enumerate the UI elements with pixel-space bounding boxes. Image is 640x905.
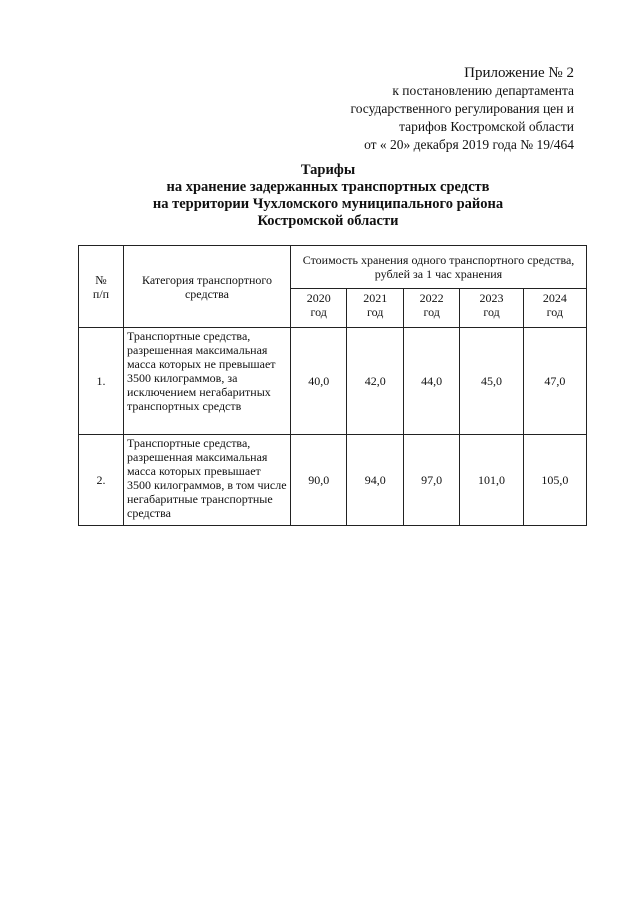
- row-number: 1.: [79, 328, 124, 435]
- header-category: Категория транспортного средства: [124, 246, 291, 328]
- header-cost: Стоимость хранения одного транспортного средства, рублей за 1 час хранения: [291, 246, 587, 289]
- table-header-row: [79, 246, 587, 289]
- header-year: 2023 год: [460, 289, 523, 328]
- title-line: на территории Чухломского муниципального района: [152, 196, 504, 212]
- title-line: Тарифы: [300, 162, 356, 178]
- document-title: [0, 162, 640, 230]
- row-value: 42,0: [347, 328, 403, 435]
- header-year: 2021 год: [347, 289, 403, 328]
- row-value: 97,0: [403, 435, 459, 526]
- row-category: Транспортные средства, разрешенная максимальная масса которых не превышает 3500 килограммов, за исключением негабаритных транспортных средств: [124, 328, 291, 435]
- appendix-number: Приложение № 2: [464, 65, 574, 81]
- appendix-date-line: от « 20» декабря 2019 года № 19/464: [364, 137, 574, 152]
- header-year: 2020 год: [291, 289, 347, 328]
- row-value: 90,0: [291, 435, 347, 526]
- header-number-label: №: [95, 272, 107, 287]
- row-value: 40,0: [291, 328, 347, 435]
- row-value: 47,0: [523, 328, 586, 435]
- appendix-line: к постановлению департамента: [392, 83, 574, 98]
- row-value: 101,0: [460, 435, 523, 526]
- row-value: 105,0: [523, 435, 586, 526]
- appendix-line: государственного регулирования цен и: [350, 101, 574, 116]
- row-value: 44,0: [403, 328, 459, 435]
- header-number-sublabel: п/п: [92, 286, 110, 301]
- title-line: Костромской области: [257, 213, 399, 229]
- row-value: 45,0: [460, 328, 523, 435]
- table-row: [79, 328, 587, 435]
- header-year: 2022 год: [403, 289, 459, 328]
- header-number: [79, 246, 124, 328]
- header-year: 2024 год: [523, 289, 586, 328]
- row-value: 94,0: [347, 435, 403, 526]
- row-category: Транспортные средства, разрешенная максимальная масса которых превышает 3500 килограммов, в том числе негабаритные транспортные средства: [124, 435, 291, 526]
- appendix-line: тарифов Костромской области: [399, 119, 574, 134]
- table-row: [79, 435, 587, 526]
- row-number: 2.: [79, 435, 124, 526]
- appendix-block: [351, 64, 574, 154]
- tariffs-table: [78, 245, 587, 526]
- title-line: на хранение задержанных транспортных средств: [166, 179, 490, 195]
